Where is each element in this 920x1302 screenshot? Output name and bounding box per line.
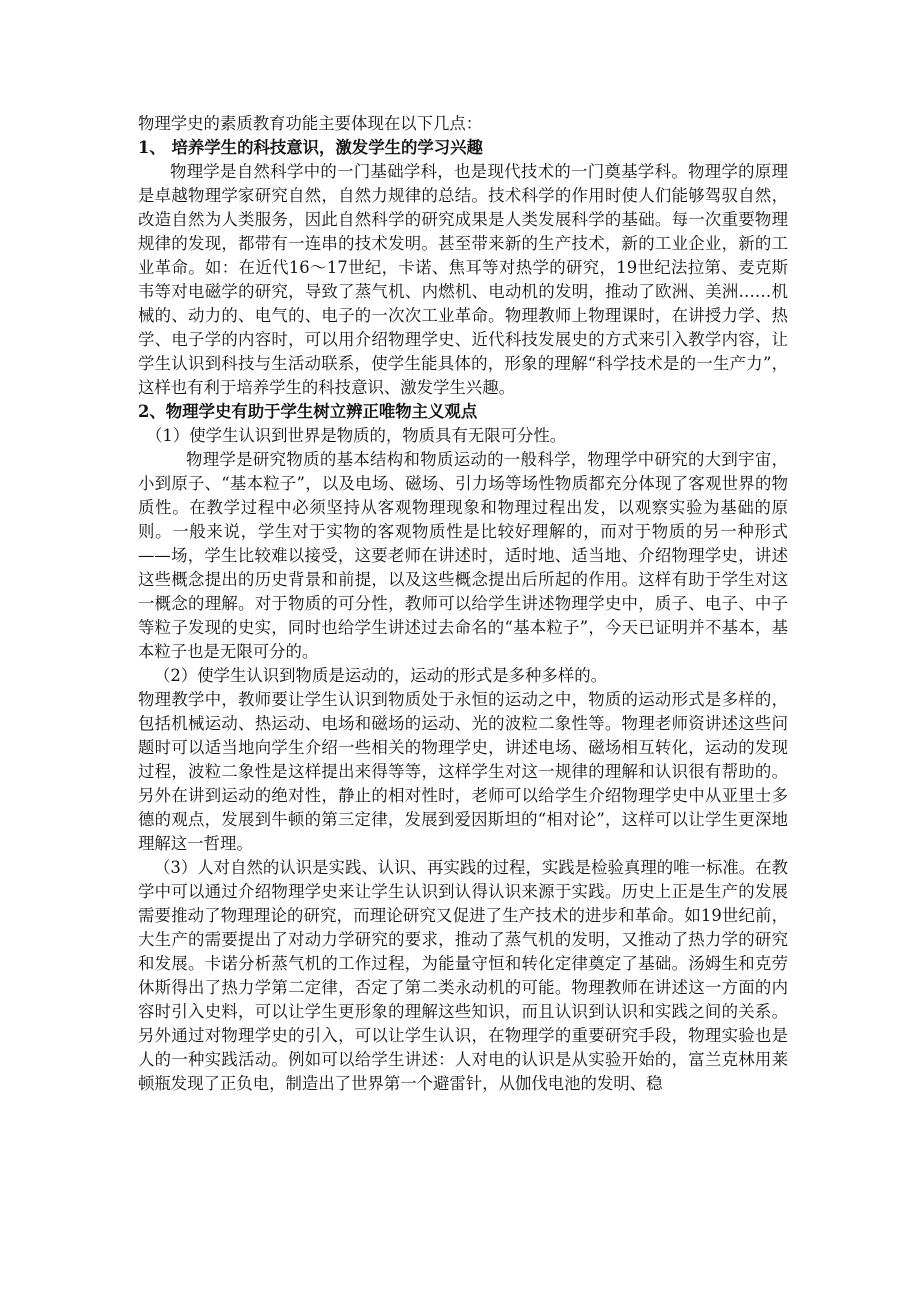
subsection-1-title: （1）使学生认识到世界是物质的，物质具有无限可分性。 — [146, 426, 567, 445]
document-page — [138, 112, 788, 1096]
subsection-1-paragraph: 物理学是研究物质的基本结构和物质运动的一般科学，物理学中研究的大到宇宙，小到原子、“基本粒子”，以及电场、磁场、引力场等场性物质都充分体现了客观世界的物质性。在教学过程中必须坚持从客观物理现象和物理过程出发，以观察实验为基础的原则。一般来说，学生对于实物的客观物质性是比较好理解的，而对于物质的另一种形式——场，学生比较难以接受，这要老师在讲述时，适时地、适当地、介绍物理学史，讲述这些概念提出的历史背景和前提，以及这些概念提出后所起的作用。这样有助于学生对这一概念的理解。对于物质的可分性，教师可以给学生讲述物理学史中，质子、电子、中子等粒子发现的史实，同时也给学生讲述过去命名的“基本粒子”，今天已证明并不基本，基本粒子也是无限可分的。 — [138, 450, 788, 661]
subsection-2-paragraph: 物理教学中，教师要让学生认识到物质处于永恒的运动之中，物质的运动形式是多样的，包括机械运动、热运动、电场和磁场的运动、光的波粒二象性等。物理老师资讲述这些问题时可以适当地向学生介绍一些相关的物理学史，讲述电场、磁场相互转化，运动的发现过程，波粒二象性是这样提出来得等等，这样学生对这一规律的理解和认识很有帮助的。另外在讲到运动的绝对性，静止的相对性时，老师可以给学生介绍物理学史中从亚里士多德的观点，发展到牛顿的第三定律，发展到爱因斯坦的“相对论”，这样可以让学生更深地理解这一哲理。 — [138, 690, 788, 853]
section-1-paragraph: 物理学是自然科学中的一门基础学科，也是现代技术的一门奠基学科。物理学的原理是卓越物理学家研究自然，自然力规律的总结。技术科学的作用时使人们能够驾驭自然，改造自然为人类服务，因此自然科学的研究成果是人类发展科学的基础。每一次重要物理规律的发现，都带有一连串的技术发明。甚至带来新的生产技术，新的工业企业，新的工业革命。如：在近代16～17世纪，卡诺、焦耳等对热学的研究，19世纪法拉第、麦克斯韦等对电磁学的研究，导致了蒸气机、内燃机、电动机的发明，推动了欧洲、美洲……机械的、动力的、电气的、电子的一次次工业革命。物理教师上物理课时，在讲授力学、热学、电子学的内容时，可以用介绍物理学史、近代科技发展史的方式来引入教学内容，让学生认识到科技与生活动联系，使学生能具体的，形象的理解“科学技术是的一生产力”，这样也有利于培养学生的科技意识、激发学生兴趣。 — [138, 162, 788, 397]
subsection-3-paragraph: （3）人对自然的认识是实践、认识、再实践的过程，实践是检验真理的唯一标准。在教学中可以通过介绍物理学史来让学生认识到认得认识来源于实践。历史上正是生产的发展需要推动了物理理论的研究，而理论研究又促进了生产技术的进步和革命。如19世纪前，大生产的需要提出了对动力学研究的要求，推动了蒸气机的发明，又推动了热力学的研究和发展。卡诺分析蒸气机的工作过程，为能量守恒和转化定律奠定了基础。汤姆生和克劳休斯得出了热力学第二定律，否定了第二类永动机的可能。物理教师在讲述这一方面的内容时引入史料，可以让学生更形象的理解这些知识，而且认识到认识和实践之间的关系。另外通过对物理学史的引入，可以让学生认识，在物理学的重要研究手段，物理实验也是人的一种实践活动。例如可以给学生讲述：人对电的认识是从实验开始的，富兰克林用莱顿瓶发现了正负电，制造出了世界第一个避雷针，从伽伐电池的发明、稳 — [138, 858, 788, 1093]
intro-line: 物理学史的素质教育功能主要体现在以下几点： — [138, 114, 483, 133]
section-2-heading: 2、物理学史有助于学生树立辨正唯物主义观点 — [138, 402, 478, 421]
subsection-2-title: （2）使学生认识到物质是运动的，运动的形式是多种多样的。 — [154, 666, 607, 685]
section-1-heading: 1、 培养学生的科技意识，激发学生的学习兴趣 — [138, 138, 483, 157]
